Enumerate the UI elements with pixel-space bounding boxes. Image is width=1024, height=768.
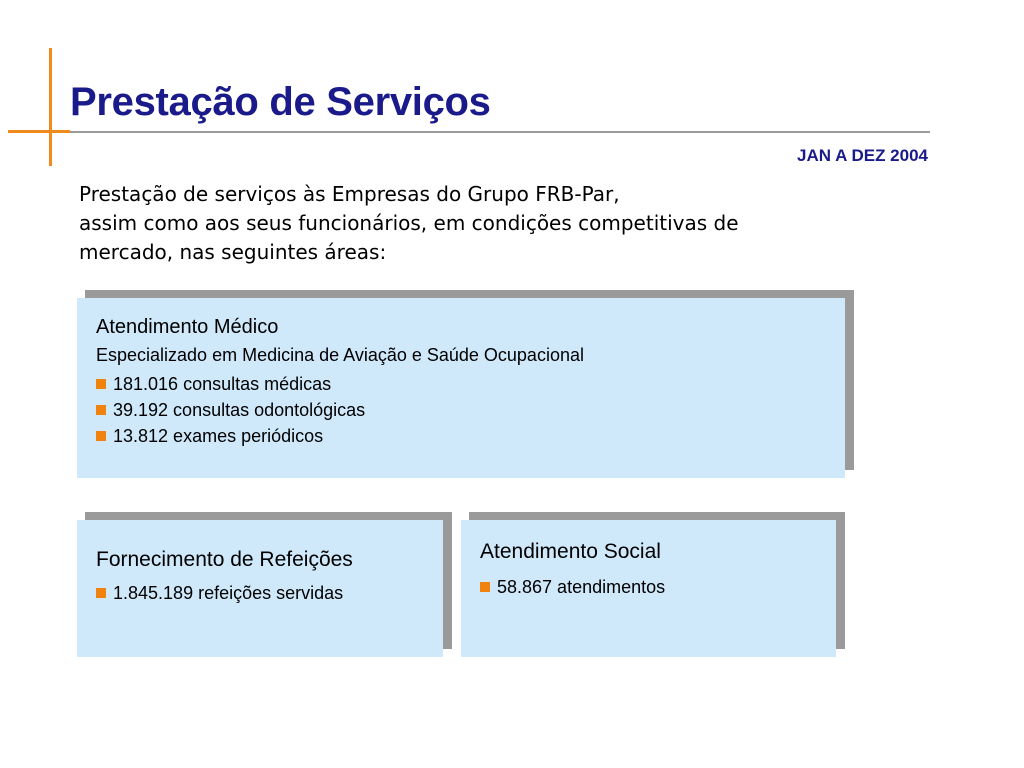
accent-vertical-line [49, 48, 52, 166]
intro-line: assim como aos seus funcionários, em condições competitivas de [79, 211, 739, 235]
bullet-square-icon [96, 588, 106, 598]
page-title: Prestação de Serviços [70, 80, 491, 124]
intro-text [79, 180, 959, 267]
intro-line: mercado, nas seguintes áreas: [79, 240, 387, 264]
list-item [96, 397, 584, 423]
medical-title: Atendimento Médico [96, 316, 279, 338]
list-item [96, 371, 584, 397]
medical-item: 13.812 exames periódicos [113, 425, 324, 446]
title-underline [70, 131, 930, 133]
social-title: Atendimento Social [480, 540, 661, 563]
social-box [461, 520, 836, 657]
social-item: 58.867 atendimentos [497, 576, 666, 597]
bullet-square-icon [96, 431, 106, 441]
list-item [96, 423, 584, 449]
list-item [480, 574, 665, 600]
medical-item: 39.192 consultas odontológicas [113, 399, 366, 420]
medical-subtitle: Especializado em Medicina de Aviação e Saúde Ocupacional [96, 345, 584, 365]
medical-box [77, 298, 845, 478]
intro-line: Prestação de serviços às Empresas do Grupo FRB-Par, [79, 182, 620, 206]
meals-item: 1.845.189 refeições servidas [113, 582, 344, 603]
bullet-square-icon [96, 379, 106, 389]
period-label: JAN A DEZ 2004 [796, 146, 928, 165]
medical-item: 181.016 consultas médicas [113, 373, 332, 394]
meals-box [77, 520, 443, 657]
list-item [96, 580, 353, 606]
bullet-square-icon [96, 405, 106, 415]
meals-title: Fornecimento de Refeições [96, 548, 353, 571]
bullet-square-icon [480, 582, 490, 592]
accent-horizontal-line [8, 130, 70, 133]
